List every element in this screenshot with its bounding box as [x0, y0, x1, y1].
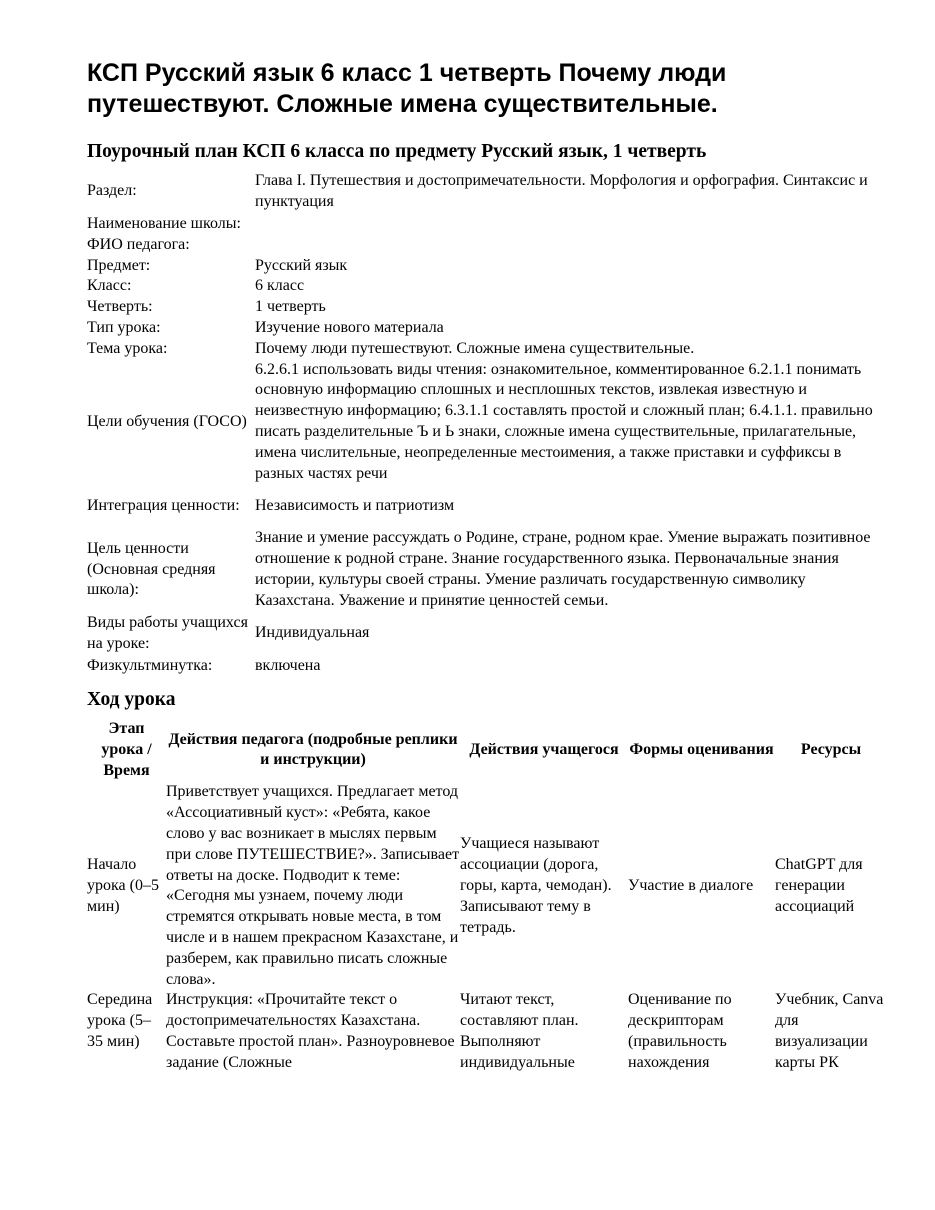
info-label: Наименование школы: — [87, 215, 241, 232]
assessment-cell: Оценивание по дескрипторам (правильность нахождения — [628, 991, 732, 1071]
info-value: 6 класс — [255, 277, 305, 295]
info-value: Почему люди путешествуют. Сложные имена существительные. — [255, 339, 695, 357]
info-label: Цели обучения (ГОСО) — [87, 412, 247, 430]
table-row — [87, 990, 887, 1073]
info-label: Цель ценности (Основная средняя школа): — [87, 539, 216, 599]
info-row-value-integration — [87, 484, 882, 528]
resources-cell: ChatGPT для генерации ассоциаций — [775, 856, 863, 915]
info-row-phys-break — [87, 656, 882, 677]
teacher-actions-cell: Приветствует учащихся. Предлагает метод «Ассоциативный куст»: «Ребята, какое слово у вас возникает в мыслях первым при слове ПУТЕШЕСТВИЕ?». Записывает ответы на доске. Подводит к теме: «Сегодня мы узнаем, почему люди стремятся открывать новые места, в том числе и в нашем прекрасном Казахстане, и разберем, как правильно писать сложные слова». — [166, 783, 460, 988]
info-value: Независимость и патриотизм — [255, 496, 455, 514]
stage-cell: Начало урока (0–5 мин) — [87, 856, 159, 915]
info-value: Изучение нового материала — [255, 318, 444, 336]
info-row-school — [87, 213, 882, 235]
stage-cell: Середина урока (5–35 мин) — [87, 991, 153, 1050]
document-page — [87, 58, 887, 1074]
info-value: 1 четверть — [255, 298, 326, 316]
info-row-grade — [87, 276, 882, 297]
teacher-actions-cell: Инструкция: «Прочитайте текст о достопримечательностях Казахстана. Составьте простой план». Разноуровневое задание (Сложные — [166, 991, 455, 1071]
info-value — [255, 235, 882, 256]
student-actions-cell: Читают текст, составляют план. Выполняют индивидуальные — [460, 991, 579, 1071]
info-label: Физкультминутка: — [87, 656, 213, 674]
info-value — [255, 213, 882, 235]
info-label: Тема урока: — [87, 339, 168, 357]
lesson-flow-table — [87, 718, 887, 1073]
assessment-cell: Участие в диалоге — [628, 876, 754, 894]
column-header-stage: Этап урока / Время — [101, 720, 152, 779]
column-header-assessment: Формы оценивания — [629, 740, 774, 758]
info-value: включена — [255, 656, 321, 674]
info-value: 6.2.6.1 использовать виды чтения: ознакомительное, комментированное 6.2.1.1 понимать основную информацию сплошных и несплошных текстов, извлекая известную и неизвестную информацию; 6.3.1.1 составлять простой и сложный план; 6.4.1.1. правильно писать разделительные Ъ и Ь знаки, сложные имена существительные, прилагательные, имена числительные, неопределенные местоимения, а также приставки и суффиксы в разных частях речи — [255, 360, 873, 482]
info-value: Индивидуальная — [255, 624, 370, 642]
lesson-header-row — [87, 718, 887, 782]
info-value: Русский язык — [255, 256, 348, 274]
column-header-student: Действия учащегося — [469, 740, 619, 758]
info-row-value-goal — [87, 528, 882, 611]
table-row — [87, 782, 887, 990]
info-label: Предмет: — [87, 256, 151, 274]
resources-cell: Учебник, Canva для визуализации карты РК — [775, 991, 884, 1071]
info-row-work-types — [87, 612, 882, 656]
lesson-flow-heading: Ход урока — [87, 689, 176, 711]
info-label: Виды работы учащихся на уроке: — [87, 613, 248, 652]
info-value: Глава I. Путешествия и достопримечательности. Морфология и орфография. Синтаксис и пунктуация — [255, 171, 868, 210]
info-label: Класс: — [87, 277, 132, 295]
info-row-section — [87, 170, 882, 213]
plan-subtitle: Поурочный план КСП 6 класса по предмету Русский язык, 1 четверть — [87, 141, 707, 162]
info-label: Раздел: — [87, 182, 137, 200]
column-header-resources: Ресурсы — [800, 740, 862, 758]
info-value: Знание и умение рассуждать о Родине, стране, родном крае. Умение выражать позитивное отношение к родной стране. Знание государственного языка. Первоначальные знания истории, культуры своей страны. Умение различать государственную символику Казахстана. Уважение и принятие ценностей семьи. — [255, 529, 871, 609]
info-row-teacher — [87, 235, 882, 256]
info-row-learning-goals — [87, 360, 882, 485]
info-label: Интеграция ценности: — [87, 496, 240, 514]
info-label: Четверть: — [87, 298, 153, 316]
column-header-teacher: Действия педагога (подробные реплики и инструкции) — [168, 730, 458, 769]
student-actions-cell: Учащиеся называют ассоциации (дорога, горы, карта, чемодан). Записывают тему в тетрадь. — [460, 835, 612, 936]
info-label: Тип урока: — [87, 318, 161, 336]
page-title: КСП Русский язык 6 класс 1 четверть Почему люди путешествуют. Сложные имена существительные. — [87, 59, 727, 118]
info-row-lesson-type — [87, 318, 882, 339]
info-label: ФИО педагога: — [87, 235, 190, 253]
info-row-subject — [87, 256, 882, 277]
info-row-quarter — [87, 297, 882, 318]
lesson-info-table — [87, 170, 882, 676]
info-row-topic — [87, 339, 882, 360]
